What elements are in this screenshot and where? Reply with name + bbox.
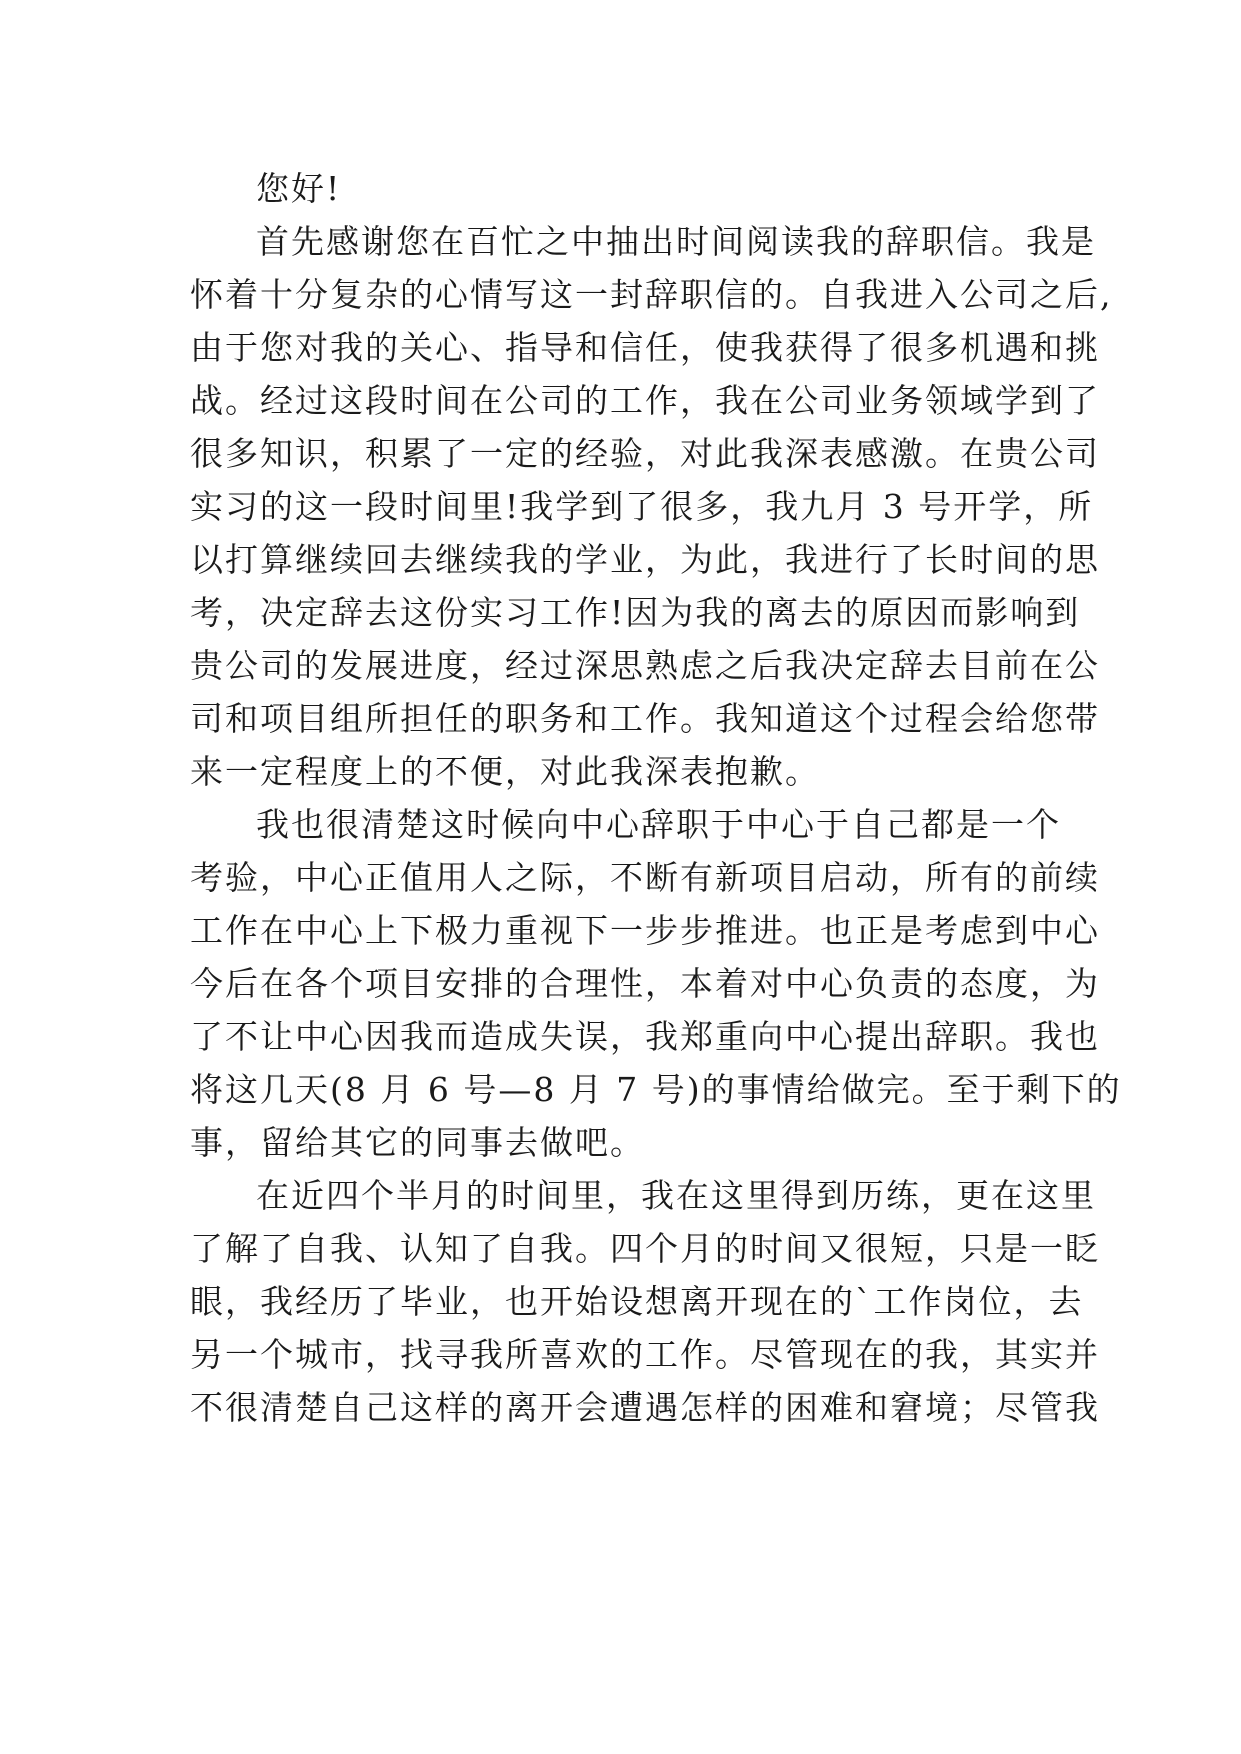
paragraph-2-line-1: 我也很清楚这时候向中心辞职于中心于自己都是一个	[256, 805, 1061, 844]
paragraph-3-line-1: 在近四个半月的时间里，我在这里得到历练，更在这里	[256, 1176, 1096, 1215]
paragraph-1-line-8: 考，决定辞去这份实习工作!因为我的离去的原因而影响到	[190, 593, 1081, 632]
paragraph-1-line-7: 以打算继续回去继续我的学业，为此，我进行了长时间的思	[190, 540, 1100, 579]
paragraph-1-line-6: 实习的这一段时间里!我学到了很多，我九月 3 号开学，所	[190, 487, 1094, 526]
letter-greeting: 您好!	[256, 169, 342, 208]
paragraph-1-line-11: 来一定程度上的不便，对此我深表抱歉。	[190, 752, 820, 791]
paragraph-1-line-2: 怀着十分复杂的心情写这一封辞职信的。自我进入公司之后,	[190, 275, 1113, 314]
paragraph-1-line-4: 战。经过这段时间在公司的工作，我在公司业务领域学到了	[190, 381, 1100, 420]
paragraph-2-line-6: 将这几天(8 月 6 号—8 月 7 号)的事情给做完。至于剩下的	[190, 1070, 1122, 1109]
paragraph-1-line-9: 贵公司的发展进度，经过深思熟虑之后我决定辞去目前在公	[190, 646, 1100, 685]
paragraph-2-line-3: 工作在中心上下极力重视下一步步推进。也正是考虑到中心	[190, 911, 1100, 950]
paragraph-1-line-1: 首先感谢您在百忙之中抽出时间阅读我的辞职信。我是	[256, 222, 1096, 261]
paragraph-3-line-5: 不很清楚自己这样的离开会遭遇怎样的困难和窘境；尽管我	[190, 1388, 1100, 1427]
paragraph-2-line-7: 事，留给其它的同事去做吧。	[190, 1123, 645, 1162]
paragraph-2-line-2: 考验，中心正值用人之际，不断有新项目启动，所有的前续	[190, 858, 1100, 897]
paragraph-1-line-10: 司和项目组所担任的职务和工作。我知道这个过程会给您带	[190, 699, 1100, 738]
paragraph-2-line-5: 了不让中心因我而造成失误，我郑重向中心提出辞职。我也	[190, 1017, 1100, 1056]
paragraph-1-line-5: 很多知识，积累了一定的经验，对此我深表感激。在贵公司	[190, 434, 1100, 473]
paragraph-3-line-4: 另一个城市，找寻我所喜欢的工作。尽管现在的我，其实并	[190, 1335, 1100, 1374]
paragraph-1-line-3: 由于您对我的关心、指导和信任，使我获得了很多机遇和挑	[190, 328, 1100, 367]
resignation-letter-body	[190, 162, 1122, 1434]
paragraph-3-line-3: 眼，我经历了毕业，也开始设想离开现在的`工作岗位，去	[190, 1282, 1084, 1321]
paragraph-3-line-2: 了解了自我、认知了自我。四个月的时间又很短，只是一眨	[190, 1229, 1100, 1268]
paragraph-2-line-4: 今后在各个项目安排的合理性，本着对中心负责的态度，为	[190, 964, 1100, 1003]
